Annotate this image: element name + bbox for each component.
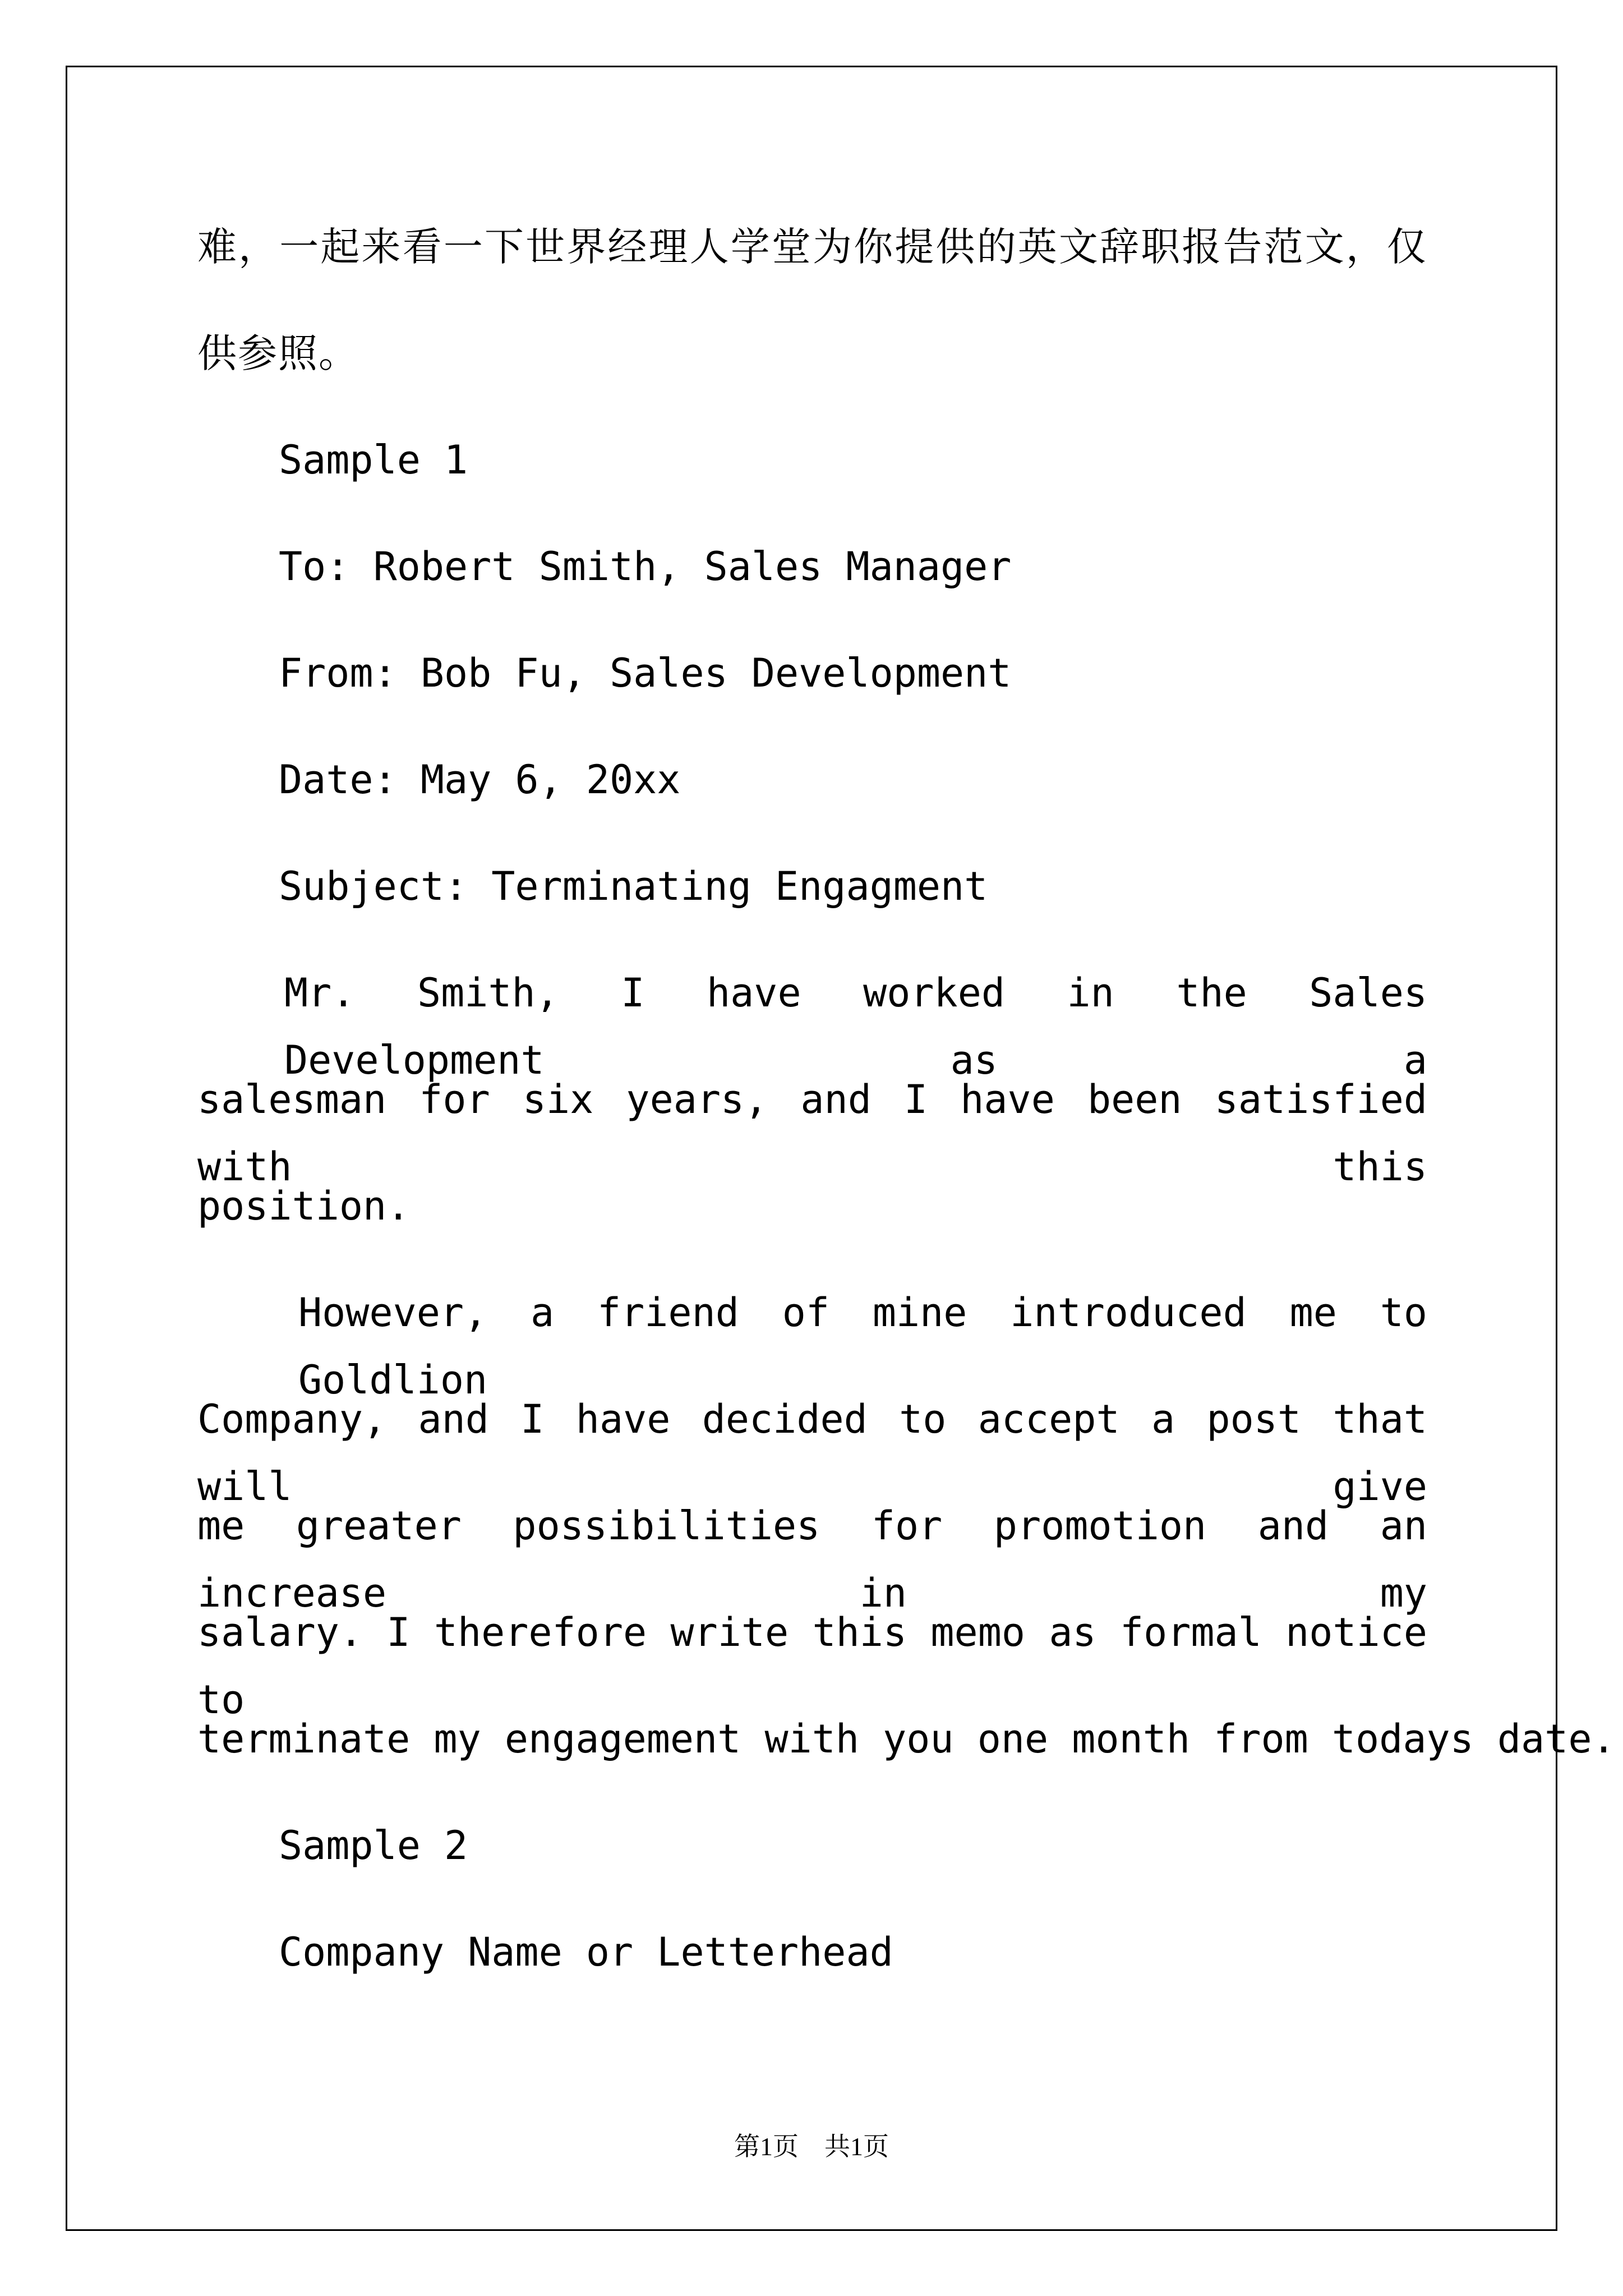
body-paragraph-1-line-1: Mr. Smith, I have worked in the Sales Development as a [284, 970, 1427, 1083]
sample-2-heading: Sample 2 [279, 1823, 468, 1869]
page-number-label: 第1页 共1页 [734, 2132, 889, 2161]
sample-1-heading: Sample 1 [279, 437, 468, 483]
body-paragraph-2-line-2: Company, and I have decided to accept a post that will give [197, 1396, 1427, 1510]
body-paragraph-2-line-5: terminate my engagement with you one month from todays date. [197, 1716, 1616, 1762]
intro-line-1: 难，一起来看一下世界经理人学堂为你提供的英文辞职报告范文，仅 [197, 224, 1427, 270]
body-paragraph-2-line-3: me greater possibilities for promotion and an increase in my [197, 1503, 1427, 1616]
body-paragraph-2-line-1: However, a friend of mine introduced me to Goldlion [298, 1290, 1427, 1403]
document-body [197, 213, 1616, 2025]
body-paragraph-1-line-2: salesman for six years, and I have been satisfied with this [197, 1076, 1427, 1190]
intro-line-2: 供参照。 [197, 330, 359, 376]
memo-to-line: To: Robert Smith, Sales Manager [279, 544, 1012, 590]
memo-from-line: From: Bob Fu, Sales Development [279, 650, 1012, 696]
body-paragraph-2-line-4: salary. I therefore write this memo as formal notice to [197, 1609, 1427, 1723]
memo-date-line: Date: May 6, 20xx [279, 757, 681, 803]
memo-subject-line: Subject: Terminating Engagment [279, 863, 988, 909]
company-name-line: Company Name or Letterhead [279, 1929, 893, 1975]
page-footer [0, 2126, 1623, 2163]
body-paragraph-1-line-3: position. [197, 1183, 411, 1229]
